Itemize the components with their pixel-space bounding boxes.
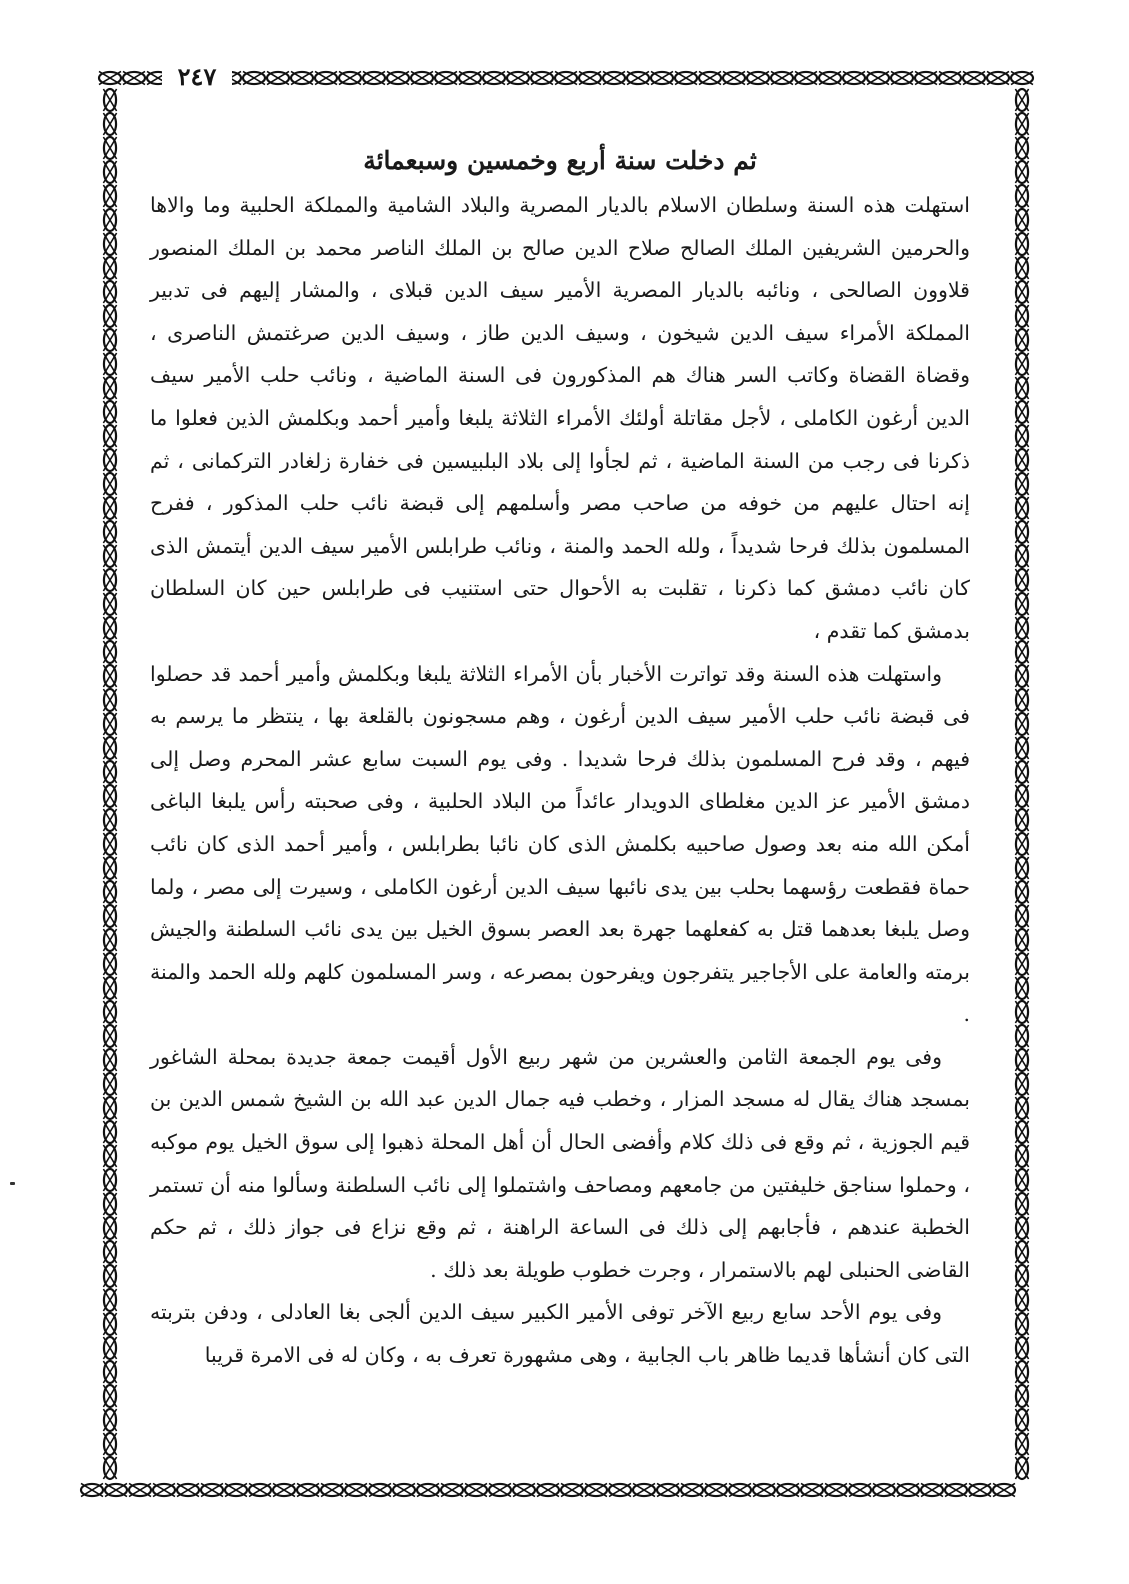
- frame-cross: [1015, 977, 1028, 999]
- frame-cross: [273, 1483, 295, 1496]
- frame-cross: [103, 833, 116, 855]
- frame-cross: [1015, 161, 1028, 183]
- frame-cross: [627, 71, 649, 84]
- frame-cross: [819, 71, 841, 84]
- frame-cross: [411, 71, 433, 84]
- frame-cross: [243, 71, 265, 84]
- frame-cross: [1015, 449, 1028, 471]
- frame-cross: [1015, 929, 1028, 951]
- frame-cross: [345, 1483, 367, 1496]
- frame-cross: [489, 1483, 511, 1496]
- book-text: [150, 140, 970, 1440]
- frame-cross: [103, 1409, 116, 1431]
- frame-cross: [363, 71, 385, 84]
- frame-cross: [387, 71, 409, 84]
- frame-cross: [891, 71, 913, 84]
- frame-cross: [1015, 1265, 1028, 1287]
- frame-cross: [321, 1483, 343, 1496]
- frame-cross: [987, 71, 1009, 84]
- frame-cross: [103, 1385, 116, 1407]
- frame-cross: [267, 71, 289, 84]
- frame-cross: [507, 71, 529, 84]
- margin-speck: [10, 1182, 15, 1185]
- frame-cross: [801, 1483, 823, 1496]
- frame-cross: [1015, 1169, 1028, 1191]
- frame-cross: [103, 329, 116, 351]
- frame-cross: [103, 785, 116, 807]
- frame-cross: [103, 881, 116, 903]
- frame-cross: [579, 71, 601, 84]
- frame-cross: [1015, 137, 1028, 159]
- frame-cross: [123, 71, 145, 84]
- frame-cross: [1015, 1289, 1028, 1311]
- frame-cross: [1015, 185, 1028, 207]
- frame-cross: [537, 1483, 559, 1496]
- frame-cross: [963, 71, 985, 84]
- frame-cross: [103, 473, 116, 495]
- frame-cross: [441, 1483, 463, 1496]
- frame-cross: [1015, 1121, 1028, 1143]
- frame-cross: [1015, 665, 1028, 687]
- frame-bottom-border: [81, 1483, 1015, 1496]
- frame-cross: [103, 1289, 116, 1311]
- frame-cross: [103, 761, 116, 783]
- paragraph-1: استهلت هذه السنة وسلطان الاسلام بالديار المصرية والبلاد الشامية والمملكة الحلبية وما والاها والحرمين الشريفين الملك الصالح صلاح الدين صالح بن الملك الناصر محمد بن الملك المنصور قلاوون الصالحى ، ونائبه بالديار المصرية الأمير سيف الدين قبلاى ، والمشار إليهم فى تدبير المملكة الأمراء سيف الدين شيخون ، وسيف الدين طاز ، وسيف الدين صرغتمش الناصرى ، وقضاة القضاة وكاتب السر هناك هم المذكورون فى السنة الماضية ، ونائب حلب الأمير سيف الدين أرغون الكاملى ، لأجل مقاتلة أولئك الأمراء الثلاثة يلبغا وأمير أحمد وبكلمش الذين فعلوا ما ذكرنا فى رجب من السنة الماضية ، ثم لجأوا إلى بلاد البلبيسين فى خفارة زلغادر التركمانى ، ثم إنه احتال عليهم من خوفه من صاحب مصر وأسلمهم إلى قبضة نائب حلب المذكور ، ففرح المسلمون بذلك فرحا شديداً ، ولله الحمد والمنة ، ونائب طرابلس الأمير سيف الدين أيتمش الذى كان نائب دمشق كما ذكرنا ، تقلبت به الأحوال حتى استنيب فى طرابلس حين كان السلطان بدمشق كما تقدم ،: [150, 193, 970, 643]
- frame-cross: [1015, 689, 1028, 711]
- frame-cross: [201, 1483, 223, 1496]
- frame-cross: [1011, 71, 1033, 84]
- frame-cross: [105, 1483, 127, 1496]
- frame-cross: [849, 1483, 871, 1496]
- frame-cross: [1015, 593, 1028, 615]
- frame-cross: [103, 257, 116, 279]
- frame-cross: [945, 1483, 967, 1496]
- frame-cross: [1015, 953, 1028, 975]
- paragraph-3: وفى يوم الجمعة الثامن والعشرين من شهر ربيع الأول أقيمت جمعة جديدة بمحلة الشاغور بمسجد هناك يقال له مسجد المزار ، وخطب فيه جمال الدين عبد الله بن الشيخ شمس الدين بن قيم الجوزية ، ثم وقع فى ذلك كلام وأفضى الحال أن أهل المحلة ذهبوا إلى سوق الخيل يوم موكبه ، وحملوا سناجق خليفتين من جامعهم ومصاحف واشتملوا إلى نائب السلطنة وسألوا منه أن تستمر الخطبة عندهم ، فأجابهم إلى ذلك فى الساعة الراهنة ، ثم وقع نزاع فى جواز ذلك ، ثم حكم القاضى الحنبلى لهم بالاستمرار ، وجرت خطوب طويلة بعد ذلك .: [150, 1044, 970, 1282]
- frame-cross: [753, 1483, 775, 1496]
- frame-cross: [103, 1361, 116, 1383]
- frame-cross: [103, 737, 116, 759]
- frame-cross: [915, 71, 937, 84]
- frame-cross: [1015, 1433, 1028, 1455]
- frame-cross: [103, 1001, 116, 1023]
- frame-cross: [103, 305, 116, 327]
- frame-cross: [103, 185, 116, 207]
- frame-cross: [103, 1457, 116, 1479]
- frame-cross: [81, 1483, 103, 1496]
- frame-cross: [153, 1483, 175, 1496]
- frame-cross: [723, 71, 745, 84]
- frame-cross: [1015, 1073, 1028, 1095]
- frame-cross: [1015, 737, 1028, 759]
- frame-cross: [1015, 425, 1028, 447]
- frame-cross: [103, 617, 116, 639]
- frame-cross: [651, 71, 673, 84]
- frame-cross: [1015, 617, 1028, 639]
- frame-cross: [555, 71, 577, 84]
- frame-cross: [103, 545, 116, 567]
- frame-cross: [1015, 857, 1028, 879]
- frame-cross: [1015, 1193, 1028, 1215]
- frame-cross: [1015, 785, 1028, 807]
- frame-cross: [177, 1483, 199, 1496]
- frame-cross: [291, 71, 313, 84]
- frame-cross: [103, 425, 116, 447]
- frame-cross: [897, 1483, 919, 1496]
- frame-top-border: [99, 71, 1033, 84]
- frame-cross: [843, 71, 865, 84]
- frame-cross: [1015, 641, 1028, 663]
- frame-cross: [465, 1483, 487, 1496]
- frame-left-border: [103, 89, 116, 1479]
- frame-cross: [1015, 905, 1028, 927]
- frame-cross: [681, 1483, 703, 1496]
- frame-cross: [1015, 305, 1028, 327]
- frame-cross: [103, 1217, 116, 1239]
- frame-cross: [103, 1433, 116, 1455]
- page-number: ٢٤٧: [162, 60, 232, 94]
- frame-cross: [1015, 401, 1028, 423]
- frame-cross: [103, 1025, 116, 1047]
- frame-cross: [1015, 1217, 1028, 1239]
- frame-cross: [1015, 833, 1028, 855]
- frame-cross: [103, 689, 116, 711]
- frame-cross: [129, 1483, 151, 1496]
- frame-cross: [993, 1483, 1015, 1496]
- frame-cross: [1015, 1025, 1028, 1047]
- frame-cross: [921, 1483, 943, 1496]
- frame-cross: [1015, 1409, 1028, 1431]
- frame-cross: [249, 1483, 271, 1496]
- paragraph-4: وفى يوم الأحد سابع ربيع الآخر توفى الأمير الكبير سيف الدين ألجى بغا العادلى ، ودفن بتربته التى كان أنشأها قديما ظاهر باب الجابية ، وهى مشهورة تعرف به ، وكان له فى الامرة قريبا: [150, 1300, 970, 1368]
- frame-cross: [103, 377, 116, 399]
- frame-cross: [103, 593, 116, 615]
- frame-cross: [603, 71, 625, 84]
- frame-cross: [1015, 281, 1028, 303]
- frame-cross: [103, 497, 116, 519]
- frame-cross: [795, 71, 817, 84]
- frame-cross: [315, 71, 337, 84]
- frame-cross: [103, 1073, 116, 1095]
- frame-cross: [969, 1483, 991, 1496]
- frame-cross: [1015, 1241, 1028, 1263]
- frame-cross: [103, 161, 116, 183]
- frame-cross: [103, 1049, 116, 1071]
- frame-cross: [99, 71, 121, 84]
- frame-cross: [1015, 113, 1028, 135]
- frame-cross: [103, 137, 116, 159]
- frame-cross: [633, 1483, 655, 1496]
- frame-cross: [103, 521, 116, 543]
- frame-cross: [699, 71, 721, 84]
- frame-cross: [1015, 89, 1028, 111]
- frame-cross: [1015, 569, 1028, 591]
- frame-cross: [103, 1265, 116, 1287]
- frame-cross: [1015, 1361, 1028, 1383]
- frame-cross: [103, 449, 116, 471]
- frame-cross: [513, 1483, 535, 1496]
- frame-cross: [1015, 473, 1028, 495]
- frame-cross: [1015, 761, 1028, 783]
- frame-cross: [1015, 1457, 1028, 1479]
- frame-cross: [1015, 1049, 1028, 1071]
- frame-cross: [1015, 521, 1028, 543]
- frame-cross: [747, 71, 769, 84]
- frame-cross: [1015, 209, 1028, 231]
- frame-cross: [339, 71, 361, 84]
- frame-cross: [1015, 1337, 1028, 1359]
- frame-cross: [103, 809, 116, 831]
- frame-cross: [867, 71, 889, 84]
- frame-cross: [657, 1483, 679, 1496]
- frame-cross: [103, 401, 116, 423]
- frame-cross: [103, 1169, 116, 1191]
- frame-cross: [103, 209, 116, 231]
- frame-cross: [103, 857, 116, 879]
- frame-cross: [483, 71, 505, 84]
- frame-cross: [771, 71, 793, 84]
- frame-cross: [1015, 329, 1028, 351]
- frame-cross: [103, 641, 116, 663]
- frame-cross: [1015, 545, 1028, 567]
- frame-cross: [393, 1483, 415, 1496]
- frame-cross: [1015, 713, 1028, 735]
- frame-right-border: [1015, 89, 1028, 1479]
- frame-cross: [103, 1097, 116, 1119]
- frame-cross: [103, 1193, 116, 1215]
- frame-cross: [1015, 809, 1028, 831]
- frame-cross: [1015, 1313, 1028, 1335]
- frame-cross: [103, 233, 116, 255]
- frame-cross: [1015, 1385, 1028, 1407]
- frame-cross: [103, 1145, 116, 1167]
- frame-cross: [1015, 497, 1028, 519]
- frame-cross: [585, 1483, 607, 1496]
- frame-cross: [103, 713, 116, 735]
- frame-cross: [297, 1483, 319, 1496]
- frame-cross: [1015, 1097, 1028, 1119]
- frame-cross: [729, 1483, 751, 1496]
- frame-cross: [1015, 353, 1028, 375]
- frame-cross: [225, 1483, 247, 1496]
- frame-cross: [777, 1483, 799, 1496]
- frame-cross: [435, 71, 457, 84]
- frame-cross: [1015, 377, 1028, 399]
- frame-cross: [103, 929, 116, 951]
- frame-cross: [103, 1337, 116, 1359]
- frame-cross: [609, 1483, 631, 1496]
- frame-cross: [103, 905, 116, 927]
- frame-cross: [103, 281, 116, 303]
- frame-cross: [103, 89, 116, 111]
- frame-cross: [103, 1313, 116, 1335]
- frame-cross: [459, 71, 481, 84]
- frame-cross: [705, 1483, 727, 1496]
- frame-cross: [369, 1483, 391, 1496]
- frame-cross: [103, 113, 116, 135]
- frame-cross: [873, 1483, 895, 1496]
- frame-cross: [675, 71, 697, 84]
- frame-cross: [561, 1483, 583, 1496]
- section-heading: ثم دخلت سنة أربع وخمسين وسبعمائة: [363, 146, 757, 175]
- frame-cross: [103, 1241, 116, 1263]
- frame-cross: [103, 353, 116, 375]
- frame-cross: [825, 1483, 847, 1496]
- frame-cross: [103, 977, 116, 999]
- frame-cross: [103, 665, 116, 687]
- frame-cross: [531, 71, 553, 84]
- frame-cross: [939, 71, 961, 84]
- paragraph-2: واستهلت هذه السنة وقد تواترت الأخبار بأن الأمراء الثلاثة يلبغا وبكلمش وأمير أحمد قد حصلوا فى قبضة نائب حلب الأمير سيف الدين أرغون ، وهم مسجونون بالقلعة بها ، ينتظر ما يرسم به فيهم ، وقد فرح المسلمون بذلك فرحا شديدا . وفى يوم السبت سابع عشر المحرم وصل إلى دمشق الأمير عز الدين مغلطاى الدويدار عائداً من البلاد الحلبية ، وفى صحبته رأس يلبغا الباغى أمكن الله منه بعد وصول صاحبيه بكلمش الذى كان نائبا بطرابلس ، وأمير أحمد الذى كان نائب حماة فقطعت رؤسهما بحلب بين يدى نائبها سيف الدين أرغون الكاملى ، وسيرت إلى مصر ، ولما وصل يلبغا بعدهما قتل به كفعلهما جهرة بعد العصر بسوق الخيل بين يدى نائب السلطنة والجيش برمته والعامة على الأجاجير يتفرجون ويفرحون بمصرعه ، وسر المسلمون كلهم ولله الحمد والمنة .: [150, 661, 970, 1027]
- frame-cross: [103, 1121, 116, 1143]
- frame-cross: [417, 1483, 439, 1496]
- frame-cross: [1015, 881, 1028, 903]
- frame-cross: [103, 569, 116, 591]
- frame-cross: [1015, 233, 1028, 255]
- frame-cross: [103, 953, 116, 975]
- frame-cross: [1015, 1145, 1028, 1167]
- frame-cross: [1015, 1001, 1028, 1023]
- frame-cross: [1015, 257, 1028, 279]
